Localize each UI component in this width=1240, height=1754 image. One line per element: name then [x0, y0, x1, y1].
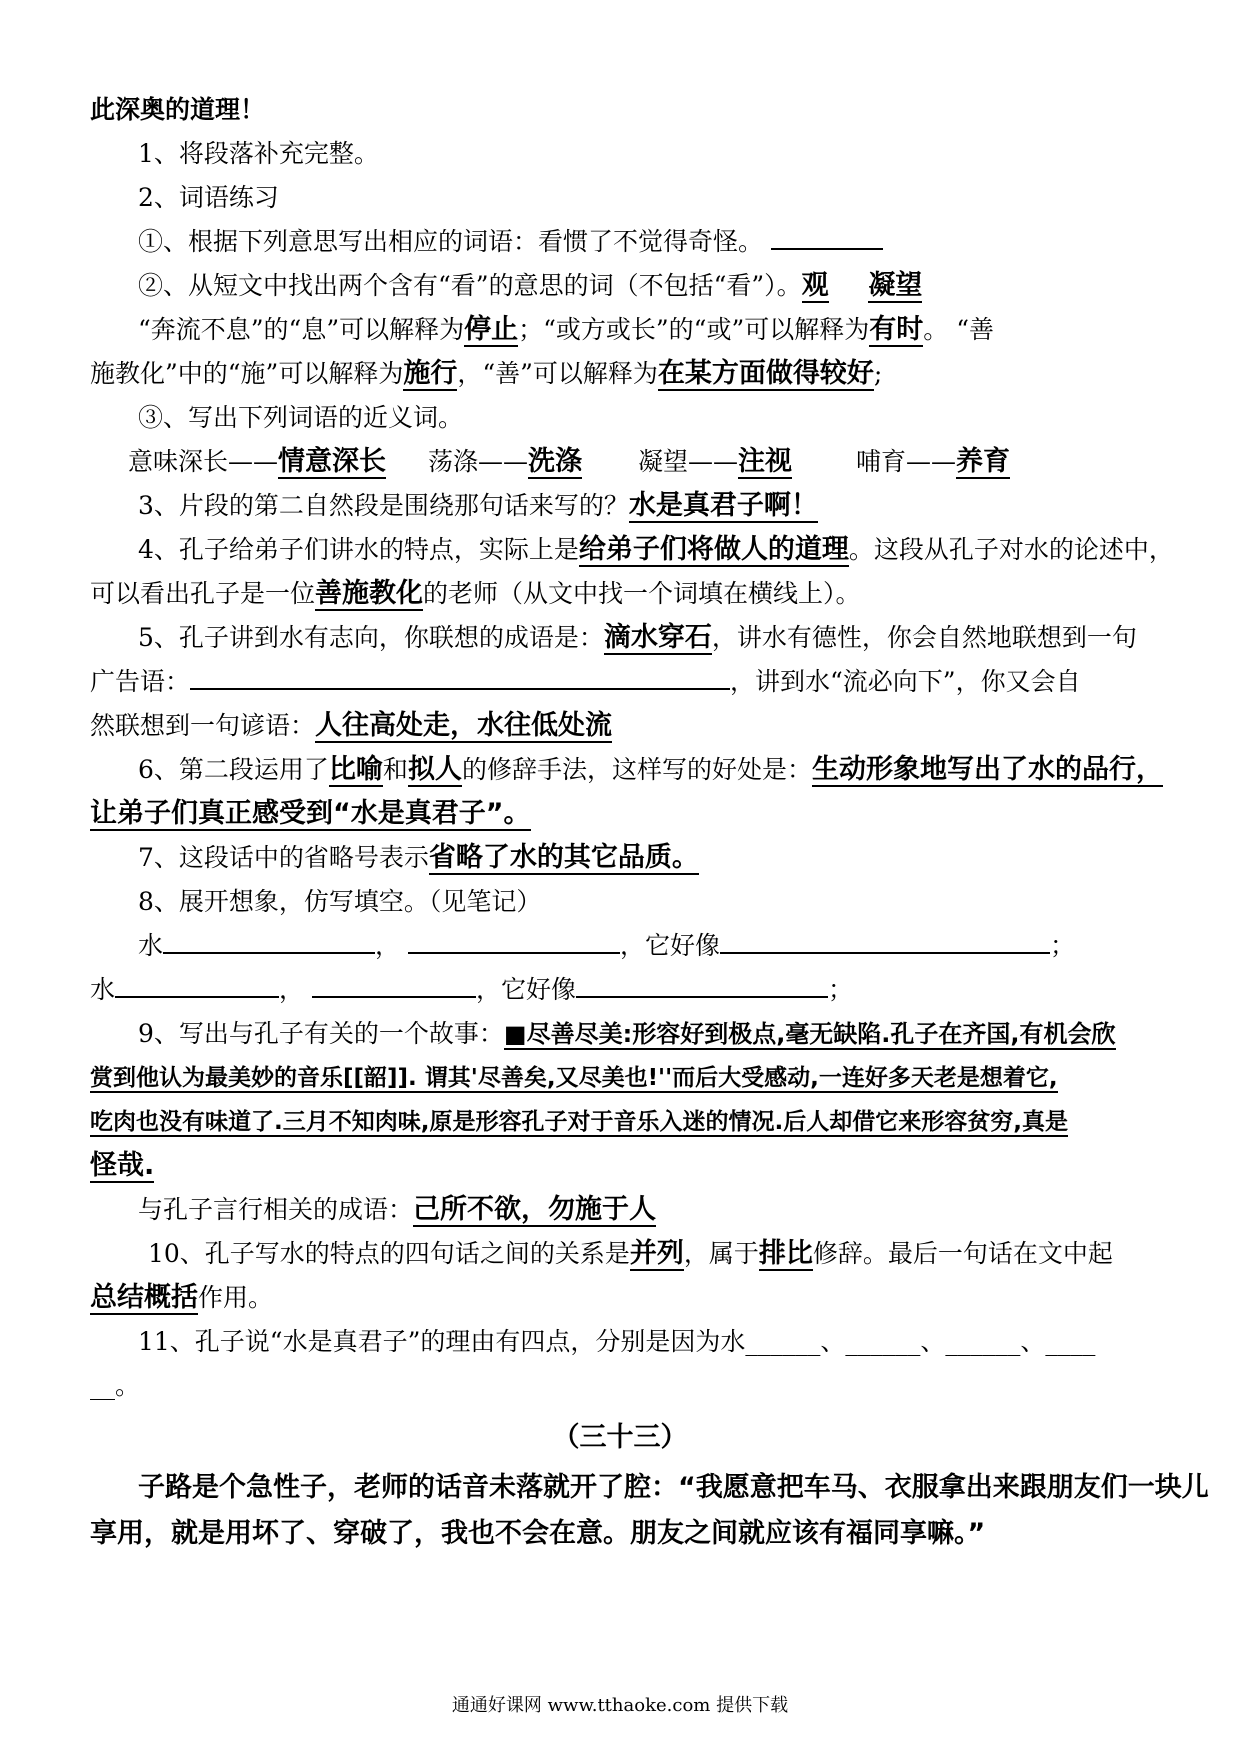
section-heading — [90, 1414, 1150, 1462]
text-line — [138, 306, 1150, 354]
question-1 — [138, 130, 1150, 178]
text-line — [90, 1098, 1150, 1146]
question-3 — [138, 482, 1150, 530]
answer-text: 施行 — [403, 358, 458, 389]
question-2-3 — [138, 394, 1150, 442]
text-fragment: 然联想到一句谚语： — [90, 711, 316, 740]
answer-blank[interactable] — [190, 662, 730, 690]
question-11 — [138, 1318, 1150, 1366]
answer-text: ■尽善尽美:形容好到极点,毫无缺陷.孔子在齐国,有机会欣 — [503, 1020, 1116, 1048]
answer-blank[interactable] — [163, 926, 375, 954]
text-fragment: 施教化”中的“施”可以解释为 — [90, 359, 404, 388]
answer-text: 拟人 — [407, 754, 462, 785]
text-fragment: 子路是个急性子，老师的话音未落就开了腔：“我愿意把车马、衣服拿出来跟朋友们一块儿 — [138, 1472, 1209, 1503]
text-fragment: 2、词语练习 — [138, 183, 279, 212]
answer-text: 人往高处走，水往低处流 — [315, 710, 613, 741]
text-fragment: ③、写出下列词语的近义词。 — [138, 403, 464, 432]
answer-text: 己所不欲，勿施于人 — [413, 1194, 657, 1225]
text-line — [90, 1142, 1150, 1190]
answer-text: 生动形象地写出了水的品行， — [811, 754, 1163, 785]
answer-text: 排比 — [758, 1238, 813, 1269]
imitation-line — [90, 966, 1150, 1014]
answer-text: 并列 — [629, 1238, 684, 1269]
text-fragment: 4、孔子给弟子们讲水的特点，实际上是 — [138, 535, 579, 564]
text-fragment: 。这段从孔子对水的论述中， — [848, 535, 1174, 564]
imitation-line — [138, 922, 1150, 970]
text-fragment: 享用，就是用坏了、穿破了，我也不会在意。朋友之间就应该有福同享嘛。” — [90, 1518, 986, 1549]
text-fragment: ，它好像 — [475, 975, 576, 1004]
text-fragment: “奔流不息”的“息”可以解释为 — [138, 315, 465, 344]
text-fragment: ，讲到水“流必向下”，你又会自 — [730, 667, 1081, 696]
text-fragment: 可以看出孔子是一位 — [90, 579, 316, 608]
text-fragment: ， — [375, 931, 401, 960]
synonym-item — [128, 438, 386, 486]
text-fragment: ，讲水有德性，你会自然地联想到一句 — [711, 623, 1137, 652]
text-line — [138, 1186, 1150, 1234]
text-fragment: ；“或方或长”的“或”可以解释为 — [518, 315, 870, 344]
question-2 — [138, 174, 1150, 222]
question-5 — [138, 614, 1150, 662]
text-fragment: 1、将段落补充完整。 — [138, 139, 379, 168]
text-fragment: 5、孔子讲到水有志向，你联想的成语是： — [138, 623, 604, 652]
answer-text: 在某方面做得较好 — [657, 358, 874, 389]
answer-text: 省略了水的其它品质。 — [428, 842, 699, 873]
text-line — [90, 790, 1150, 838]
text-fragment: 11、孔子说“水是真君子”的理由有四点，分别是因为水______、______、______、____ — [138, 1327, 1096, 1356]
text-fragment: 此深奥的道理！ — [90, 95, 266, 124]
text-fragment: 10、孔子写水的特点的四句话之间的关系是 — [148, 1239, 630, 1268]
text-fragment: 水 — [138, 931, 164, 960]
answer-text: 善施教化 — [315, 578, 424, 609]
question-2-1 — [138, 218, 1150, 266]
text-fragment: （三十三） — [552, 1422, 688, 1453]
answer-text: 洗涤 — [528, 446, 583, 477]
passage-line — [138, 1464, 1209, 1512]
text-fragment: ； — [1050, 931, 1076, 960]
answer-text: 比喻 — [328, 754, 383, 785]
text-fragment: 荡涤—— — [428, 447, 529, 476]
answer-text: 停止 — [464, 314, 519, 345]
text-fragment: 广告语： — [90, 667, 191, 696]
text-fragment: ①、根据下列意思写出相应的词语：看惯了不觉得奇怪。 — [138, 227, 764, 256]
text-line — [90, 702, 1150, 750]
question-6 — [138, 746, 1163, 794]
answer-text: 赏到他认为最美妙的音乐[[韶]]. 谓其'尽善矣,又尽美也!''而后大受感动,一连好多天老是想着它, — [90, 1065, 1058, 1091]
question-9 — [138, 1010, 1150, 1058]
text-fragment: ； — [828, 975, 854, 1004]
answer-text: 养育 — [956, 446, 1011, 477]
text-fragment: 作用。 — [198, 1283, 274, 1312]
text-fragment: 水 — [90, 975, 116, 1004]
text-fragment: 6、第二段运用了 — [138, 755, 329, 784]
text-fragment: ，它好像 — [619, 931, 720, 960]
text-fragment: 与孔子言行相关的成语： — [138, 1195, 414, 1224]
answer-text: 滴水穿石 — [603, 622, 712, 653]
text-line — [90, 1362, 1150, 1410]
answer-text: 总结概括 — [90, 1282, 198, 1313]
answer-text: 有时 — [869, 314, 924, 345]
answer-blank[interactable] — [720, 926, 1050, 954]
text-fragment: 3、片段的第二自然段是围绕那句话来写的？ — [138, 491, 629, 520]
question-8 — [138, 878, 1150, 926]
text-fragment: 修辞。最后一句话在文中起 — [812, 1239, 1113, 1268]
text-line — [90, 86, 1150, 134]
answer-blank[interactable] — [312, 970, 476, 998]
text-fragment: 8、展开想象，仿写填空。（见笔记） — [138, 887, 542, 916]
question-4 — [138, 526, 1174, 574]
text-fragment: ; — [873, 359, 883, 388]
text-line — [90, 570, 1150, 618]
text-line — [90, 658, 1150, 706]
text-fragment: 和 — [382, 755, 408, 784]
answer-text: 观 — [801, 270, 829, 301]
text-fragment: 的修辞手法，这样写的好处是： — [461, 755, 812, 784]
passage-line — [90, 1510, 1150, 1558]
text-fragment: ， — [279, 975, 305, 1004]
text-line — [90, 1274, 1150, 1322]
text-fragment: 哺育—— — [856, 447, 957, 476]
synonym-item — [638, 438, 792, 486]
text-line — [90, 1054, 1150, 1102]
question-10 — [148, 1230, 1150, 1278]
answer-text: 让弟子们真正感受到“水是真君子”。 — [90, 798, 531, 829]
text-fragment: ②、从短文中找出两个含有“看”的意思的词（不包括“看”）。 — [138, 271, 802, 300]
text-fragment: 9、写出与孔子有关的一个故事： — [138, 1019, 504, 1048]
text-fragment: ，“善”可以解释为 — [457, 359, 658, 388]
answer-blank[interactable] — [408, 926, 620, 954]
question-2-2 — [138, 262, 1150, 310]
answer-blank[interactable] — [771, 222, 883, 250]
answer-text: 情意深长 — [278, 446, 387, 477]
text-line — [90, 350, 1150, 398]
synonym-item — [856, 438, 1010, 486]
text-fragment: 的老师（从文中找一个词填在横线上）。 — [423, 579, 861, 608]
page-footer: 通通好课网 www.tthaoke.com 提供下载 — [451, 1695, 789, 1716]
answer-text: 吃肉也没有味道了.三月不知肉味,原是形容孔子对于音乐入迷的情况.后人却借它来形容贫穷,真是 — [90, 1109, 1068, 1135]
answer-text: 怪哉. — [90, 1150, 155, 1181]
text-fragment: ，属于 — [683, 1239, 759, 1268]
answer-text: 凝望 — [868, 270, 923, 301]
synonym-item — [428, 438, 582, 486]
text-fragment: 凝望—— — [638, 447, 739, 476]
answer-text: 水是真君子啊！ — [628, 490, 818, 521]
answer-blank[interactable] — [115, 970, 279, 998]
answer-text: 给弟子们将做人的道理 — [578, 534, 849, 565]
text-fragment: 意味深长—— — [128, 447, 279, 476]
text-fragment: 7、这段话中的省略号表示 — [138, 843, 429, 872]
text-fragment: __。 — [90, 1371, 141, 1400]
answer-text: 注视 — [738, 446, 793, 477]
question-7 — [138, 834, 1150, 882]
text-fragment: 。 “善 — [923, 315, 994, 344]
answer-blank[interactable] — [576, 970, 828, 998]
